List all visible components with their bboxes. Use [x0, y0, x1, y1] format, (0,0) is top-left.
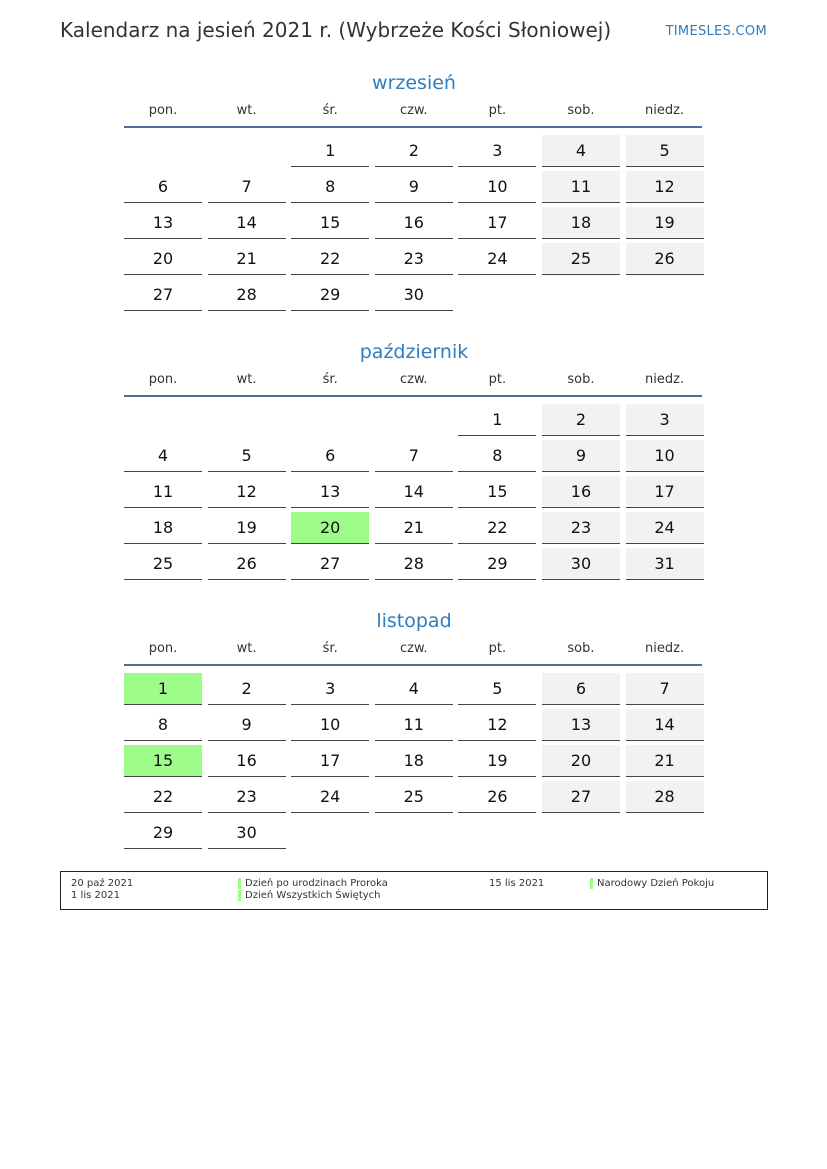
day-cell: 8 — [291, 171, 369, 203]
day-cell: 15 — [291, 207, 369, 239]
holiday-color-marker — [590, 878, 593, 889]
weekend-day-cell: 9 — [542, 440, 620, 472]
weekday-label: pt. — [488, 372, 507, 387]
legend-date: 20 paź 2021 — [71, 878, 134, 889]
week-row — [124, 132, 704, 168]
week-row — [124, 778, 704, 814]
week-row — [124, 509, 704, 545]
weekday-label: czw. — [400, 103, 428, 118]
week-row — [124, 473, 704, 509]
week-row — [124, 204, 704, 240]
day-cell: 17 — [458, 207, 536, 239]
day-cell: 26 — [458, 781, 536, 813]
weekday-label: śr. — [322, 641, 338, 656]
day-cell: 2 — [208, 673, 286, 705]
day-cell: 22 — [124, 781, 202, 813]
brand-link[interactable]: TIMESLES.COM — [665, 24, 767, 39]
holiday-day-cell: 15 — [124, 745, 202, 777]
month-name: listopad — [376, 610, 452, 632]
day-cell: 2 — [375, 135, 453, 167]
weekend-day-cell: 31 — [626, 548, 704, 580]
weekday-label: pt. — [488, 641, 507, 656]
week-row — [124, 240, 704, 276]
day-cell: 16 — [375, 207, 453, 239]
week-row — [124, 168, 704, 204]
week-row — [124, 545, 704, 581]
day-cell: 12 — [208, 476, 286, 508]
day-cell: 21 — [375, 512, 453, 544]
weekday-label: pon. — [148, 372, 178, 387]
day-cell: 19 — [208, 512, 286, 544]
empty-cell — [208, 404, 286, 435]
week-row — [124, 742, 704, 778]
month-name: październik — [359, 341, 469, 363]
day-cell: 23 — [375, 243, 453, 275]
day-cell: 22 — [291, 243, 369, 275]
day-cell: 24 — [291, 781, 369, 813]
weekday-label: wt. — [236, 372, 257, 387]
weekend-day-cell: 10 — [626, 440, 704, 472]
empty-cell — [375, 817, 453, 848]
day-cell: 16 — [208, 745, 286, 777]
weekend-day-cell: 2 — [542, 404, 620, 436]
weekend-day-cell: 17 — [626, 476, 704, 508]
empty-cell — [291, 404, 369, 435]
empty-cell — [124, 404, 202, 435]
empty-cell — [291, 817, 369, 848]
day-cell: 23 — [208, 781, 286, 813]
day-cell: 30 — [375, 279, 453, 311]
empty-cell — [375, 404, 453, 435]
day-cell: 10 — [458, 171, 536, 203]
header-divider — [124, 395, 702, 397]
day-cell: 14 — [208, 207, 286, 239]
day-cell: 18 — [124, 512, 202, 544]
weekday-label: sob. — [567, 372, 595, 387]
day-cell: 18 — [375, 745, 453, 777]
day-cell: 3 — [458, 135, 536, 167]
weekday-label: wt. — [236, 641, 257, 656]
weekend-day-cell: 11 — [542, 171, 620, 203]
weekday-label: czw. — [400, 641, 428, 656]
day-cell: 6 — [124, 171, 202, 203]
holiday-day-cell: 1 — [124, 673, 202, 705]
day-cell: 4 — [124, 440, 202, 472]
empty-cell — [458, 279, 536, 310]
day-cell: 13 — [291, 476, 369, 508]
day-cell: 26 — [208, 548, 286, 580]
weekend-day-cell: 7 — [626, 673, 704, 705]
holiday-color-marker — [238, 878, 241, 889]
weekend-day-cell: 30 — [542, 548, 620, 580]
weekday-label: pon. — [148, 641, 178, 656]
day-cell: 13 — [124, 207, 202, 239]
weekend-day-cell: 3 — [626, 404, 704, 436]
day-cell: 6 — [291, 440, 369, 472]
day-cell: 28 — [208, 279, 286, 311]
week-row — [124, 401, 704, 437]
weekend-day-cell: 27 — [542, 781, 620, 813]
day-cell: 15 — [458, 476, 536, 508]
weekday-label: pon. — [148, 103, 178, 118]
legend-holiday-name: Dzień Wszystkich Świętych — [245, 890, 381, 901]
day-cell: 25 — [124, 548, 202, 580]
week-row — [124, 276, 704, 312]
day-cell: 7 — [375, 440, 453, 472]
legend-holiday-name: Narodowy Dzień Pokoju — [597, 878, 715, 889]
weekday-label: sob. — [567, 641, 595, 656]
day-cell: 25 — [375, 781, 453, 813]
day-cell: 29 — [291, 279, 369, 311]
day-cell: 10 — [291, 709, 369, 741]
header-divider — [124, 664, 702, 666]
month-november — [124, 606, 704, 850]
weekday-label: czw. — [400, 372, 428, 387]
day-cell: 12 — [458, 709, 536, 741]
week-row — [124, 814, 704, 850]
day-cell: 14 — [375, 476, 453, 508]
day-cell: 29 — [124, 817, 202, 849]
empty-cell — [208, 135, 286, 166]
weekday-label: sob. — [567, 103, 595, 118]
day-cell: 9 — [208, 709, 286, 741]
day-cell: 17 — [291, 745, 369, 777]
holiday-day-cell: 20 — [291, 512, 369, 544]
weekday-label: niedz. — [645, 103, 685, 118]
day-cell: 9 — [375, 171, 453, 203]
day-cell: 21 — [208, 243, 286, 275]
day-cell: 8 — [124, 709, 202, 741]
weekend-day-cell: 24 — [626, 512, 704, 544]
day-cell: 11 — [375, 709, 453, 741]
page-title: Kalendarz na jesień 2021 r. (Wybrzeże Kości Słoniowej) — [60, 18, 612, 42]
day-cell: 5 — [458, 673, 536, 705]
legend-holiday-name: Dzień po urodzinach Proroka — [245, 878, 388, 889]
weekday-label: niedz. — [645, 372, 685, 387]
holiday-legend — [60, 871, 768, 910]
weekend-day-cell: 6 — [542, 673, 620, 705]
weekday-label: wt. — [236, 103, 257, 118]
day-cell: 7 — [208, 171, 286, 203]
weekend-day-cell: 12 — [626, 171, 704, 203]
weekend-day-cell: 19 — [626, 207, 704, 239]
day-cell: 5 — [208, 440, 286, 472]
day-cell: 24 — [458, 243, 536, 275]
week-row — [124, 670, 704, 706]
day-cell: 1 — [291, 135, 369, 167]
legend-date: 1 lis 2021 — [71, 890, 120, 901]
legend-date: 15 lis 2021 — [489, 878, 545, 889]
header-divider — [124, 126, 702, 128]
day-cell: 19 — [458, 745, 536, 777]
empty-cell — [542, 817, 620, 848]
weekday-label: śr. — [322, 103, 338, 118]
month-september — [124, 68, 704, 312]
empty-cell — [124, 135, 202, 166]
month-name: wrzesień — [372, 72, 456, 94]
month-october — [124, 337, 704, 581]
weekday-header — [124, 367, 704, 395]
weekend-day-cell: 14 — [626, 709, 704, 741]
weekday-label: niedz. — [645, 641, 685, 656]
empty-cell — [626, 817, 704, 848]
day-cell: 20 — [124, 243, 202, 275]
day-cell: 1 — [458, 404, 536, 436]
weekend-day-cell: 5 — [626, 135, 704, 167]
weekend-day-cell: 16 — [542, 476, 620, 508]
empty-cell — [458, 817, 536, 848]
weekend-day-cell: 4 — [542, 135, 620, 167]
empty-cell — [542, 279, 620, 310]
day-cell: 4 — [375, 673, 453, 705]
weekend-day-cell: 20 — [542, 745, 620, 777]
empty-cell — [626, 279, 704, 310]
weekday-header — [124, 636, 704, 664]
day-cell: 29 — [458, 548, 536, 580]
week-row — [124, 437, 704, 473]
weekday-label: pt. — [488, 103, 507, 118]
weekday-label: śr. — [322, 372, 338, 387]
weekend-day-cell: 13 — [542, 709, 620, 741]
day-cell: 30 — [208, 817, 286, 849]
weekend-day-cell: 26 — [626, 243, 704, 275]
weekday-header — [124, 98, 704, 126]
day-cell: 11 — [124, 476, 202, 508]
holiday-color-marker — [238, 890, 241, 901]
week-row — [124, 706, 704, 742]
day-cell: 8 — [458, 440, 536, 472]
day-cell: 3 — [291, 673, 369, 705]
day-cell: 27 — [291, 548, 369, 580]
weekend-day-cell: 23 — [542, 512, 620, 544]
weekend-day-cell: 25 — [542, 243, 620, 275]
weekend-day-cell: 18 — [542, 207, 620, 239]
day-cell: 22 — [458, 512, 536, 544]
weekend-day-cell: 28 — [626, 781, 704, 813]
day-cell: 27 — [124, 279, 202, 311]
weekend-day-cell: 21 — [626, 745, 704, 777]
day-cell: 28 — [375, 548, 453, 580]
